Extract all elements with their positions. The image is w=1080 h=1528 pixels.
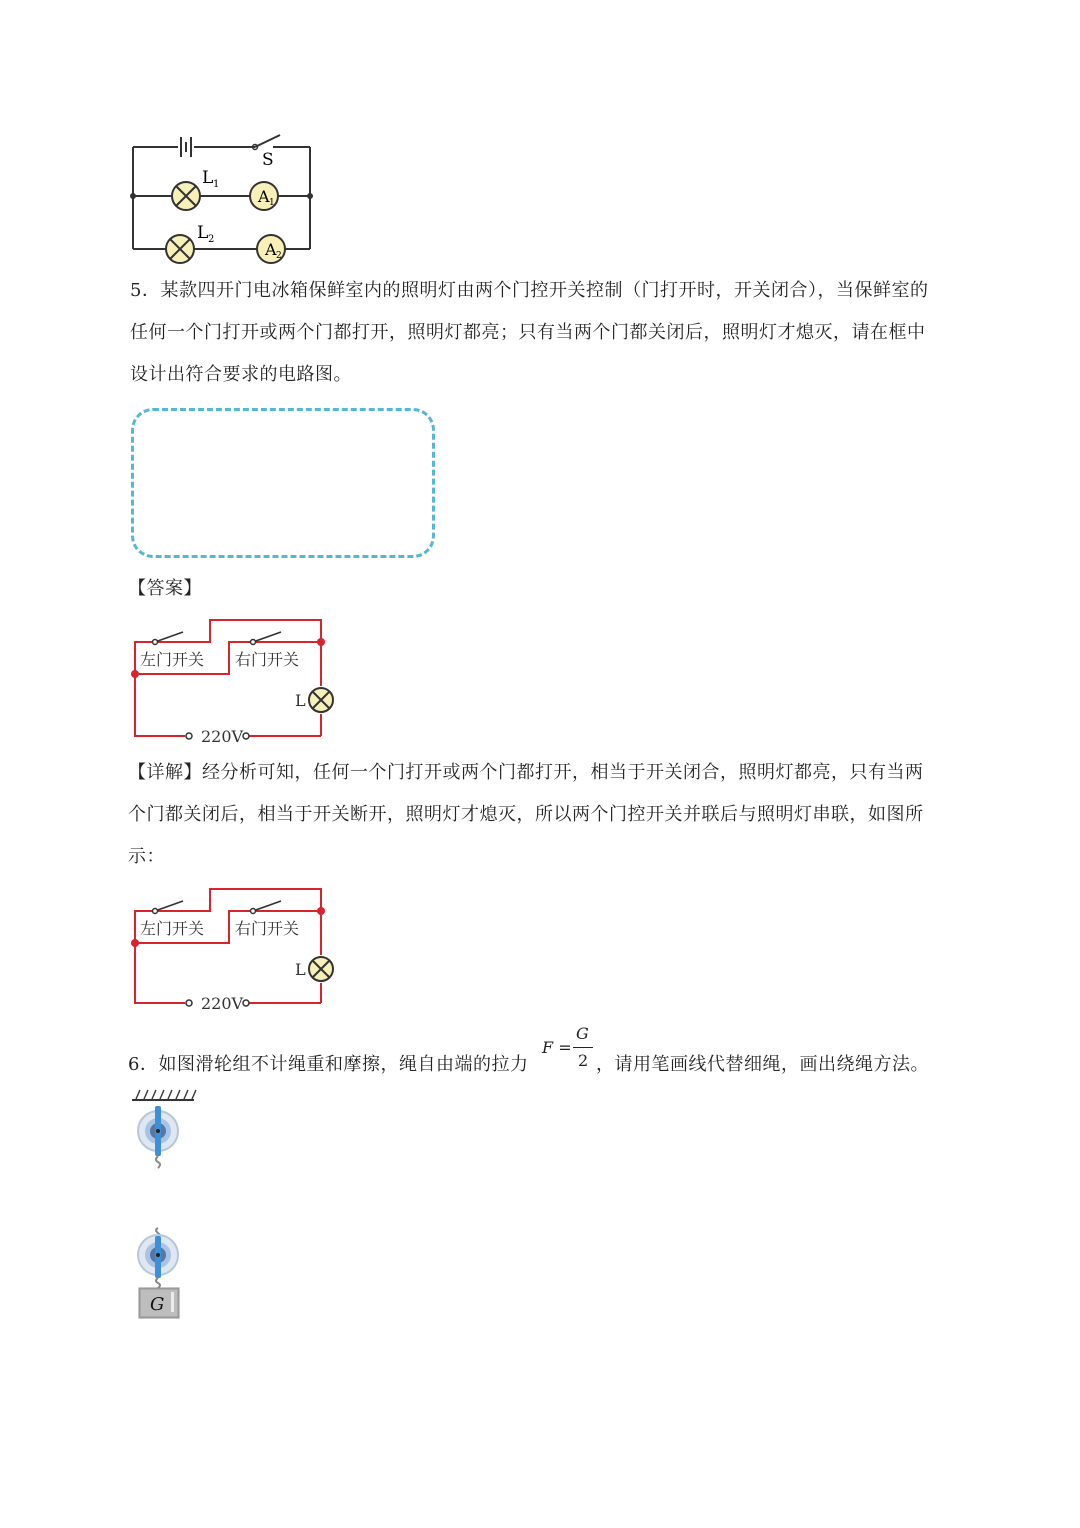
q6-text-after: ，请用笔画线代替细绳，画出绕绳方法。	[596, 1054, 929, 1075]
detail-line-2: 个门都关闭后，相当于开关断开，照明灯才熄灭，所以两个门控开关并联后与照明灯串联，如图所	[128, 804, 924, 825]
lamp-L1-icon	[172, 182, 200, 210]
ceiling-hatch-icon	[136, 1090, 196, 1099]
answer-drawing-box[interactable]	[131, 408, 435, 558]
right-switch-label: 右门开关	[235, 650, 300, 669]
detail-left-switch-label: 左门开关	[140, 919, 205, 938]
answer-circuit-diagram	[125, 612, 345, 742]
detail-lamp-icon	[309, 957, 333, 981]
detail-line-1: 【详解】经分析可知，任何一个门打开或两个门都打开，相当于开关闭合，照明灯都亮，只有当两	[128, 762, 924, 783]
lamp2-label: L	[197, 223, 209, 243]
lamp2-sub: 2	[208, 234, 215, 245]
lamp1-label: L	[202, 168, 214, 188]
detail-explanation	[128, 752, 958, 878]
q5-line-3: 设计出符合要求的电路图。	[130, 364, 352, 385]
formula-lhs: F =	[542, 1038, 572, 1057]
detail-circuit-diagram	[125, 881, 345, 1011]
q5-line-1: 5．某款四开门电冰箱保鲜室内的照明灯由两个门控开关控制（门打开时，开关闭合），当保鲜室的	[130, 280, 929, 301]
left-switch-label: 左门开关	[140, 650, 205, 669]
movable-pulley-icon	[138, 1228, 178, 1288]
lamp-label: L	[295, 691, 306, 710]
force-formula	[540, 1024, 600, 1074]
q6-text-before: 6．如图滑轮组不计绳重和摩擦，绳自由端的拉力	[128, 1054, 529, 1075]
ammeter1-label: A	[258, 187, 270, 206]
answer-lamp-icon	[309, 688, 333, 712]
detail-voltage-label: 220V	[201, 994, 244, 1011]
ammeter2-sub: 2	[276, 251, 282, 261]
detail-right-switch-label: 右门开关	[235, 919, 300, 938]
weight-label: G	[150, 1294, 165, 1315]
ammeter2-label: A	[265, 240, 277, 259]
lamp1-sub: 1	[213, 179, 220, 190]
fixed-pulley-icon	[138, 1106, 178, 1168]
detail-lamp-label: L	[295, 960, 306, 979]
formula-denominator: 2	[578, 1051, 589, 1070]
switch-label: S	[262, 150, 274, 170]
question-5	[130, 270, 960, 396]
lamp-L2-icon	[166, 235, 194, 263]
q5-line-2: 任何一个门打开或两个门都打开，照明灯都亮；只有当两个门都关闭后，照明灯才熄灭，请在框中	[130, 322, 926, 343]
pulley-system-diagram	[128, 1086, 208, 1326]
ammeter1-sub: 1	[269, 198, 275, 208]
voltage-label: 220V	[201, 727, 244, 742]
circuit-diagram-1	[120, 125, 330, 265]
formula-numerator: G	[576, 1024, 589, 1043]
answer-heading: 【答案】	[128, 578, 202, 599]
detail-line-3: 示：	[128, 846, 165, 867]
